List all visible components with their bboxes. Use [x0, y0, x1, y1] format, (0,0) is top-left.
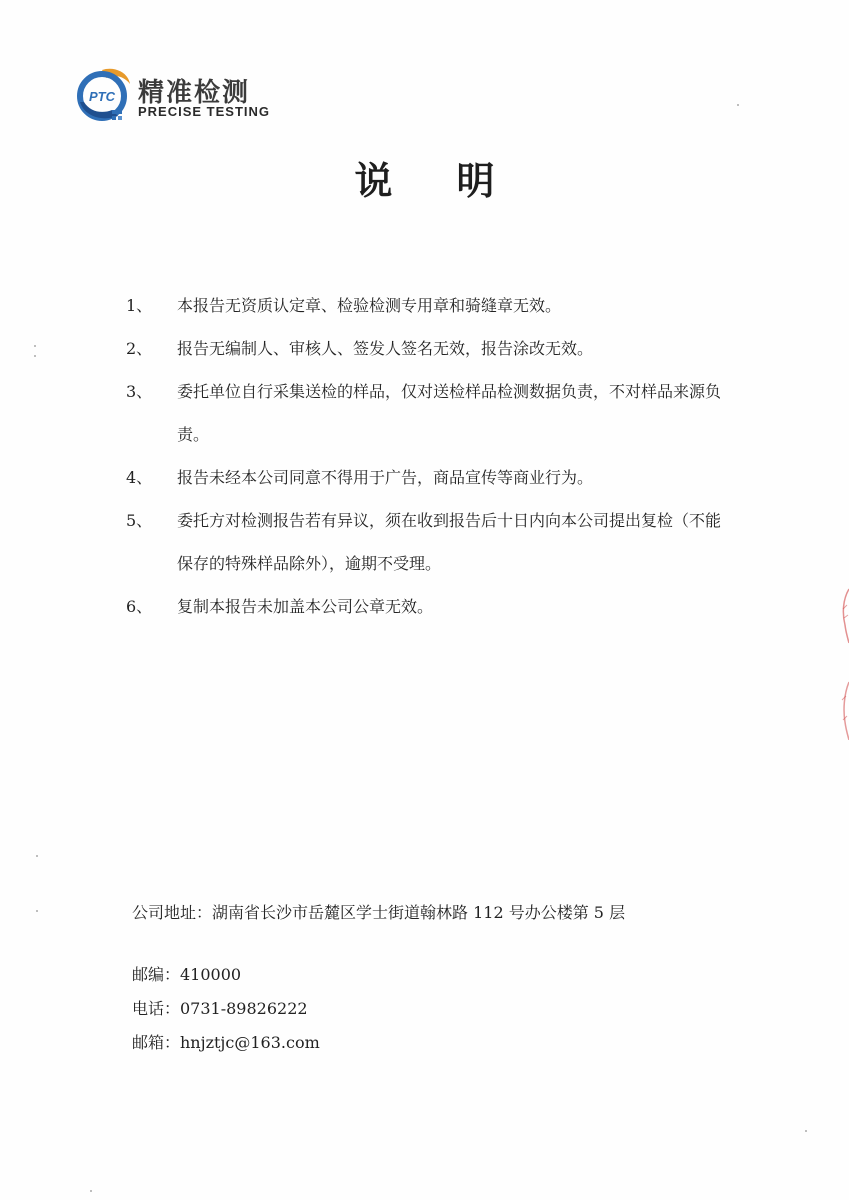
list-item: [126, 499, 726, 585]
item-text: 本报告无资质认定章、检验检测专用章和骑缝章无效。: [177, 296, 562, 315]
seal-fragment-icon: [833, 680, 849, 740]
seal-fragment-icon: [833, 585, 849, 645]
list-item: [126, 370, 726, 456]
logo-mark-text: PTC: [89, 89, 115, 104]
logo-name-cn: 精准检测: [138, 78, 251, 108]
page-title: 说明: [354, 158, 559, 203]
logo-name-en: PRECISE TESTING: [138, 104, 271, 119]
item-number: 1、: [126, 296, 153, 315]
list-item: [126, 327, 726, 370]
item-number: 5、: [126, 511, 153, 530]
notes-list: [126, 284, 726, 628]
list-item: [126, 456, 726, 499]
item-text: 复制本报告未加盖本公司公章无效。: [177, 597, 434, 616]
item-text: 委托方对检测报告若有异议，须在收到报告后十日内向本公司提出复检（不能保存的特殊样品除外），逾期不受理。: [177, 511, 722, 573]
list-item: [126, 585, 726, 628]
item-number: 3、: [126, 382, 153, 401]
item-text: 委托单位自行采集送检的样品，仅对送检样品检测数据负责，不对样品来源负责。: [177, 382, 722, 444]
item-number: 2、: [126, 339, 153, 358]
company-address: 公司地址：湖南省长沙市岳麓区学士街道翰林路 112 号办公楼第 5 层: [132, 903, 626, 922]
ptc-logo-icon: [72, 66, 134, 124]
item-text: 报告未经本公司同意不得用于广告，商品宣传等商业行为。: [177, 468, 594, 487]
postcode: 邮编：410000: [132, 965, 242, 984]
list-item: [126, 284, 726, 327]
item-number: 6、: [126, 597, 153, 616]
company-logo: [72, 66, 282, 126]
email-address: 邮箱：hnjztjc@163.com: [132, 1033, 320, 1052]
item-number: 4、: [126, 468, 153, 487]
item-text: 报告无编制人、审核人、签发人签名无效，报告涂改无效。: [177, 339, 594, 358]
phone-number: 电话：0731-89826222: [132, 999, 308, 1018]
